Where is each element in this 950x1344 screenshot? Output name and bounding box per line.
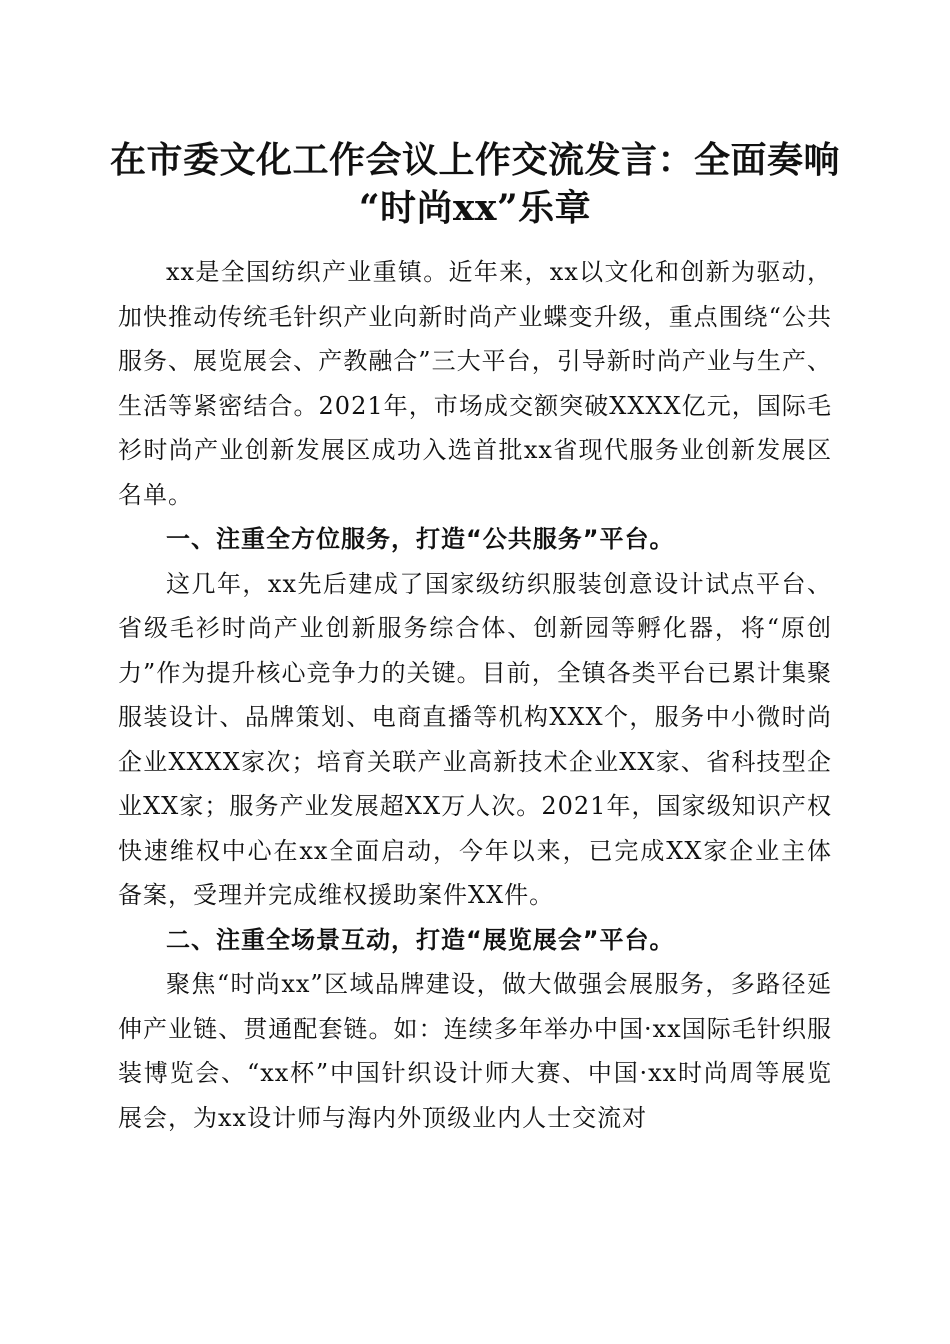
- paragraph-intro: xx是全国纺织产业重镇。近年来，xx以文化和创新为驱动，加快推动传统毛针织产业向新时尚产业蝶变升级，重点围绕“公共服务、展览展会、产教融合”三大平台，引导新时尚产业与生产、生活等紧密结合。2021年，市场成交额突破XXXX亿元，国际毛衫时尚产业创新发展区成功入选首批xx省现代服务业创新发展区名单。: [118, 258, 832, 509]
- document-title-line-2: “时尚xx”乐章: [358, 187, 592, 229]
- paragraph-section-2: 聚焦“时尚xx”区域品牌建设，做大做强会展服务，多路径延伸产业链、贯通配套链。如：连续多年举办中国·xx国际毛针织服装博览会、“xx杯”中国针织设计师大赛、中国·xx时尚周等展览展会，为xx设计师与海内外顶级业内人士交流对: [118, 970, 832, 1132]
- document-title-line-1: 在市委文化工作会议上作交流发言：全面奏响: [109, 139, 840, 181]
- section-heading-2: 二、注重全场景互动，打造“展览展会”平台。: [166, 925, 675, 954]
- paragraph-section-1: 这几年，xx先后建成了国家级纺织服装创意设计试点平台、省级毛衫时尚产业创新服务综合体、创新园等孵化器，将“原创力”作为提升核心竞争力的关键。目前，全镇各类平台已累计集聚服装设计、品牌策划、电商直播等机构XXX个，服务中小微时尚企业XXXX家次；培育关联产业高新技术企业XX家、省科技型企业XX家；服务产业发展超XX万人次。2021年，国家级知识产权快速维权中心在xx全面启动，今年以来，已完成XX家企业主体备案，受理并完成维权援助案件XX件。: [118, 569, 832, 909]
- document-body: [118, 250, 832, 1140]
- section-heading-1: 一、注重全方位服务，打造“公共服务”平台。: [166, 525, 675, 553]
